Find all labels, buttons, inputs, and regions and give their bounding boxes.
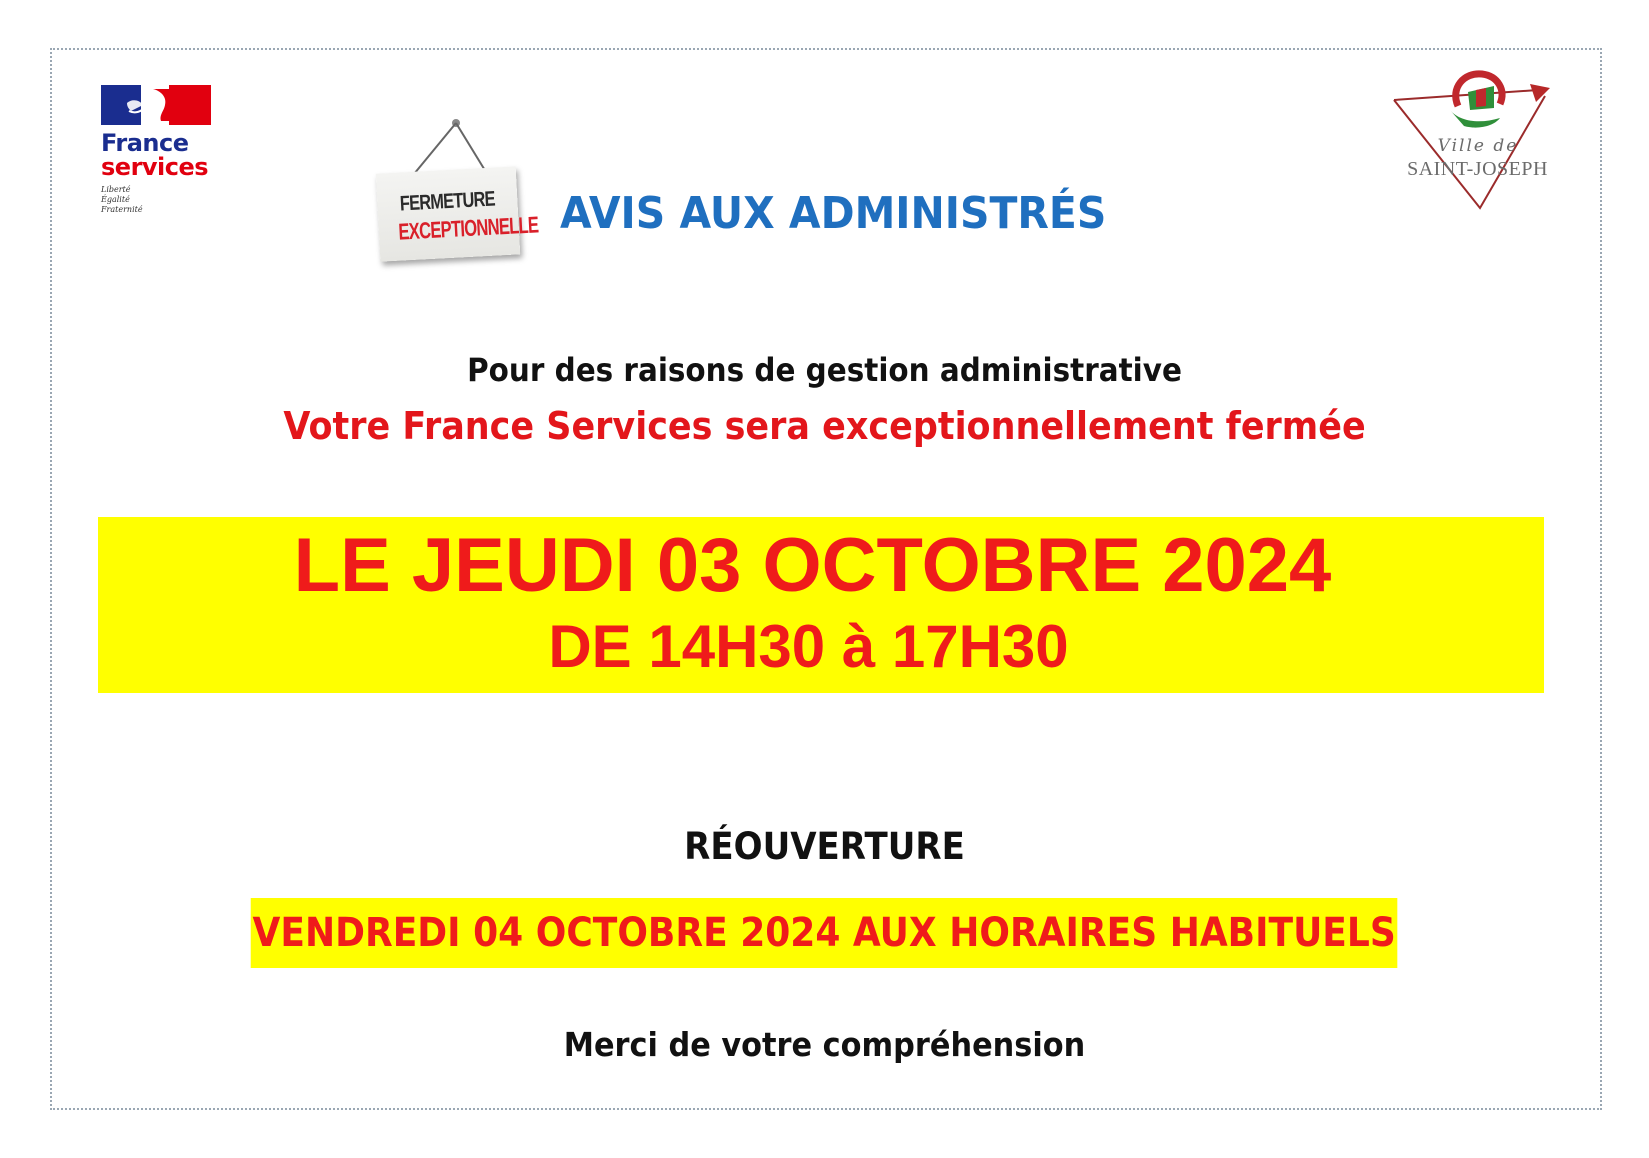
france-services-name-line2: services [101, 153, 209, 181]
republic-motto [101, 185, 143, 215]
reopening-date: VENDREDI 04 OCTOBRE 2024 AUX HORAIRES HABITUELS [251, 898, 1398, 968]
motto-liberte: Liberté [101, 185, 131, 194]
france-services-logo [101, 85, 221, 225]
thanks-message: Merci de votre compréhension [563, 1025, 1086, 1064]
reopening-label: RÉOUVERTURE [684, 825, 965, 868]
saint-joseph-name: SAINT-JOSEPH [1407, 158, 1548, 180]
motto-egalite: Égalité [101, 195, 130, 204]
closure-date: LE JEUDI 03 OCTOBRE 2024 [293, 523, 1332, 608]
france-services-name-line1: France [101, 129, 189, 157]
closure-announcement: Votre France Services sera exceptionnellement fermée [283, 404, 1366, 448]
sign-text-exceptionnelle: EXCEPTIONNELLE [397, 211, 539, 245]
closure-time: DE 14H30 à 17H30 [548, 613, 1069, 680]
motto-fraternite: Fraternité [101, 205, 143, 214]
closure-sign-image [374, 118, 539, 263]
closure-sign-board [376, 166, 539, 261]
sign-text-fermeture: FERMETURE [399, 187, 496, 216]
page-title: AVIS AUX ADMINISTRÉS [560, 188, 1107, 239]
saint-joseph-ville-label: Ville de [1437, 136, 1519, 156]
reopening-date-container [0, 898, 1649, 968]
closure-reason: Pour des raisons de gestion administrative [467, 351, 1182, 389]
marianne-flag-icon [101, 85, 211, 125]
saint-joseph-logo [1390, 66, 1565, 216]
